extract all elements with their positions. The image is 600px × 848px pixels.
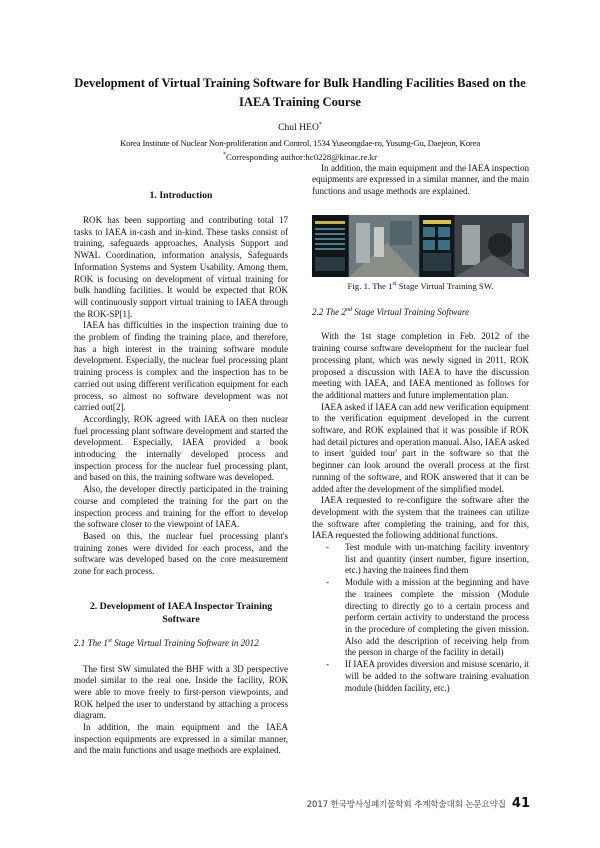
intro-paragraph-5: Based on this, the nuclear fuel processing plant's training zones were divided for each process, and the software was developed based on the core measurement zone for each process. <box>74 530 288 577</box>
figure-caption-prefix: Fig. 1. The 1 <box>347 281 393 291</box>
list-item-text: Test module with un-matching facility inventory list and quantity (insert number, figure insertion, etc.) having the trainees find them <box>345 542 529 576</box>
conference-name: 2017 한국방사성폐기물학회 추계학술대회 논문요약집 <box>306 799 506 809</box>
sub2-paragraph-3: IAEA requested to re-configure the software after the development with the system that the trainees can utilize the software after completing the training, and for this, IAEA requested the following additional functions. <box>312 495 529 541</box>
intro-paragraph-4: Also, the developer directly participated in the training course and completed the training for the part on the inspection process and training for the effort to develop the software closer to the viewpoint of IAEA. <box>74 484 288 530</box>
subsection-heading-2-2 <box>312 307 529 319</box>
sub2-paragraph-1: With the 1st stage completion in Feb. 2012 of the training course software development for the nuclear fuel processing plant, which was newly signed in 2011, ROK proposed a discussion with IAEA to have the discussion meeting with IAEA, and IAEA mentioned as follows for the additional matters and future implementation plan. <box>312 331 529 400</box>
list-item <box>312 659 529 694</box>
intro-paragraph-1: ROK has been supporting and contributing total 17 tasks to IAEA in-cash and in-kind. These tasks consist of training, safeguards approaches, Analysis Support and NWAL Coordination, information analysis, Safeguards Information Systems and System Usability. Among them, ROK is focusing on development of virtual training for bulk handling facilities. It would be expected that ROK will continuously support virtual training to IAEA through the ROK-SP[1]. <box>74 215 288 319</box>
author-name: Chul HEO <box>278 122 319 133</box>
paper-title: Development of Virtual Training Software for Bulk Handling Facilities Based on the IAEA Training Course <box>74 76 526 109</box>
list-item-text: If IAEA provides diversion and misuse scenario, it will be added to the software training evaluation module (hidden facility, etc.) <box>345 659 529 693</box>
figure-caption <box>312 281 529 293</box>
intro-paragraph-3: Accordingly, ROK agreed with IAEA on then nuclear fuel processing plant software development and started the development. Especially, IAEA provided a book introducing the internally developed process and inspection process for the nuclear fuel processing plant, and based on this, the training software was developed. <box>74 413 288 483</box>
list-marker: - <box>326 542 330 553</box>
list-item <box>312 542 529 577</box>
screenshot-image <box>312 215 529 277</box>
affiliation: Korea Institute of Nuclear Non-proliferation and Control, 1534 Yuseongdae-ro, Yusung-Gu, Daejeon, Korea <box>119 138 481 148</box>
subsection-heading-2-1 <box>74 638 288 650</box>
corresponding-author: Corresponding author:hc0228@kinac.re.kr <box>225 152 377 162</box>
list-marker: - <box>326 577 330 588</box>
continued-text: In addition, the main equipment and the IAEA inspection equipments are expressed in a similar manner, and the main functions and usage methods are explained. <box>312 162 529 197</box>
subsection-2-2-prefix: 2.2 The 2 <box>312 306 346 317</box>
list-item <box>312 577 529 659</box>
sub2-paragraph-2: IAEA asked if IAEA can add new verification equipment to the verification equipment developed in the current software, and ROK explained that it was possible if ROK had detail pictures and operation manual. Also, IAEA asked to insert 'guided tour' part in the software so that the beginner can look around the overall process at the first running of the software, and ROK answered that it can be added after the development of the simplified model. <box>312 401 529 494</box>
page-footer <box>307 796 530 811</box>
author-line <box>0 122 600 133</box>
subsection-2-2-sup: nd <box>345 306 352 313</box>
figure-virtual-training-screenshot <box>312 215 529 277</box>
sub1-paragraph-1: The first SW simulated the BHF with a 3D perspective model similar to the real one. Inside the facility, ROK were able to move freely to first-person viewpoints, and ROK helped the user to understand by attaching a process diagram. <box>74 663 288 721</box>
left-column <box>74 186 288 756</box>
subsection-2-1-sup: st <box>107 637 112 644</box>
figure-caption-suffix: Stage Virtual Training SW. <box>396 281 494 291</box>
section-heading-development: 2. Development of IAEA Inspector Training Software <box>89 600 273 625</box>
list-item-text: Module with a mission at the beginning and have the trainees complete the mission (Module directing to directly go to a certain process and perform certain activity to understand the process in the procedure of completing the given mission. Also add the description of receiving help from the person in charge of the facility in detail) <box>345 577 529 658</box>
corresponding-author-line <box>60 152 540 162</box>
sub1-paragraph-2: In addition, the main equipment and the IAEA inspection equipments are expressed in a similar manner, and the main functions and usage methods are explained. <box>74 722 288 756</box>
sub1-paragraph-2-continued <box>312 162 529 209</box>
page-number: 41 <box>511 796 530 811</box>
corresponding-mark: * <box>222 152 226 159</box>
subsection-2-1-suffix: Stage Virtual Training Software in 2012 <box>111 637 259 648</box>
subsection-2-1-prefix: 2.1 The 1 <box>74 637 108 648</box>
subsection-2-2-suffix: Stage Virtual Training Software <box>351 306 470 317</box>
right-column <box>312 162 529 694</box>
section-heading-introduction: 1. Introduction <box>149 190 213 201</box>
additional-functions-list <box>312 542 529 694</box>
list-marker: - <box>326 659 330 670</box>
intro-paragraph-2: IAEA has difficulties in the inspection training due to the problem of finding the training place, and therefore, has a high interest in the training software module development. Especially, the nuclear fuel processing plant training process is complex and the inspection has to be carried out using different verification equipment for each process, so almost no software development was not carried out[2]. <box>74 320 288 413</box>
figure-caption-sup: st <box>392 281 397 288</box>
author-mark: * <box>318 121 322 128</box>
